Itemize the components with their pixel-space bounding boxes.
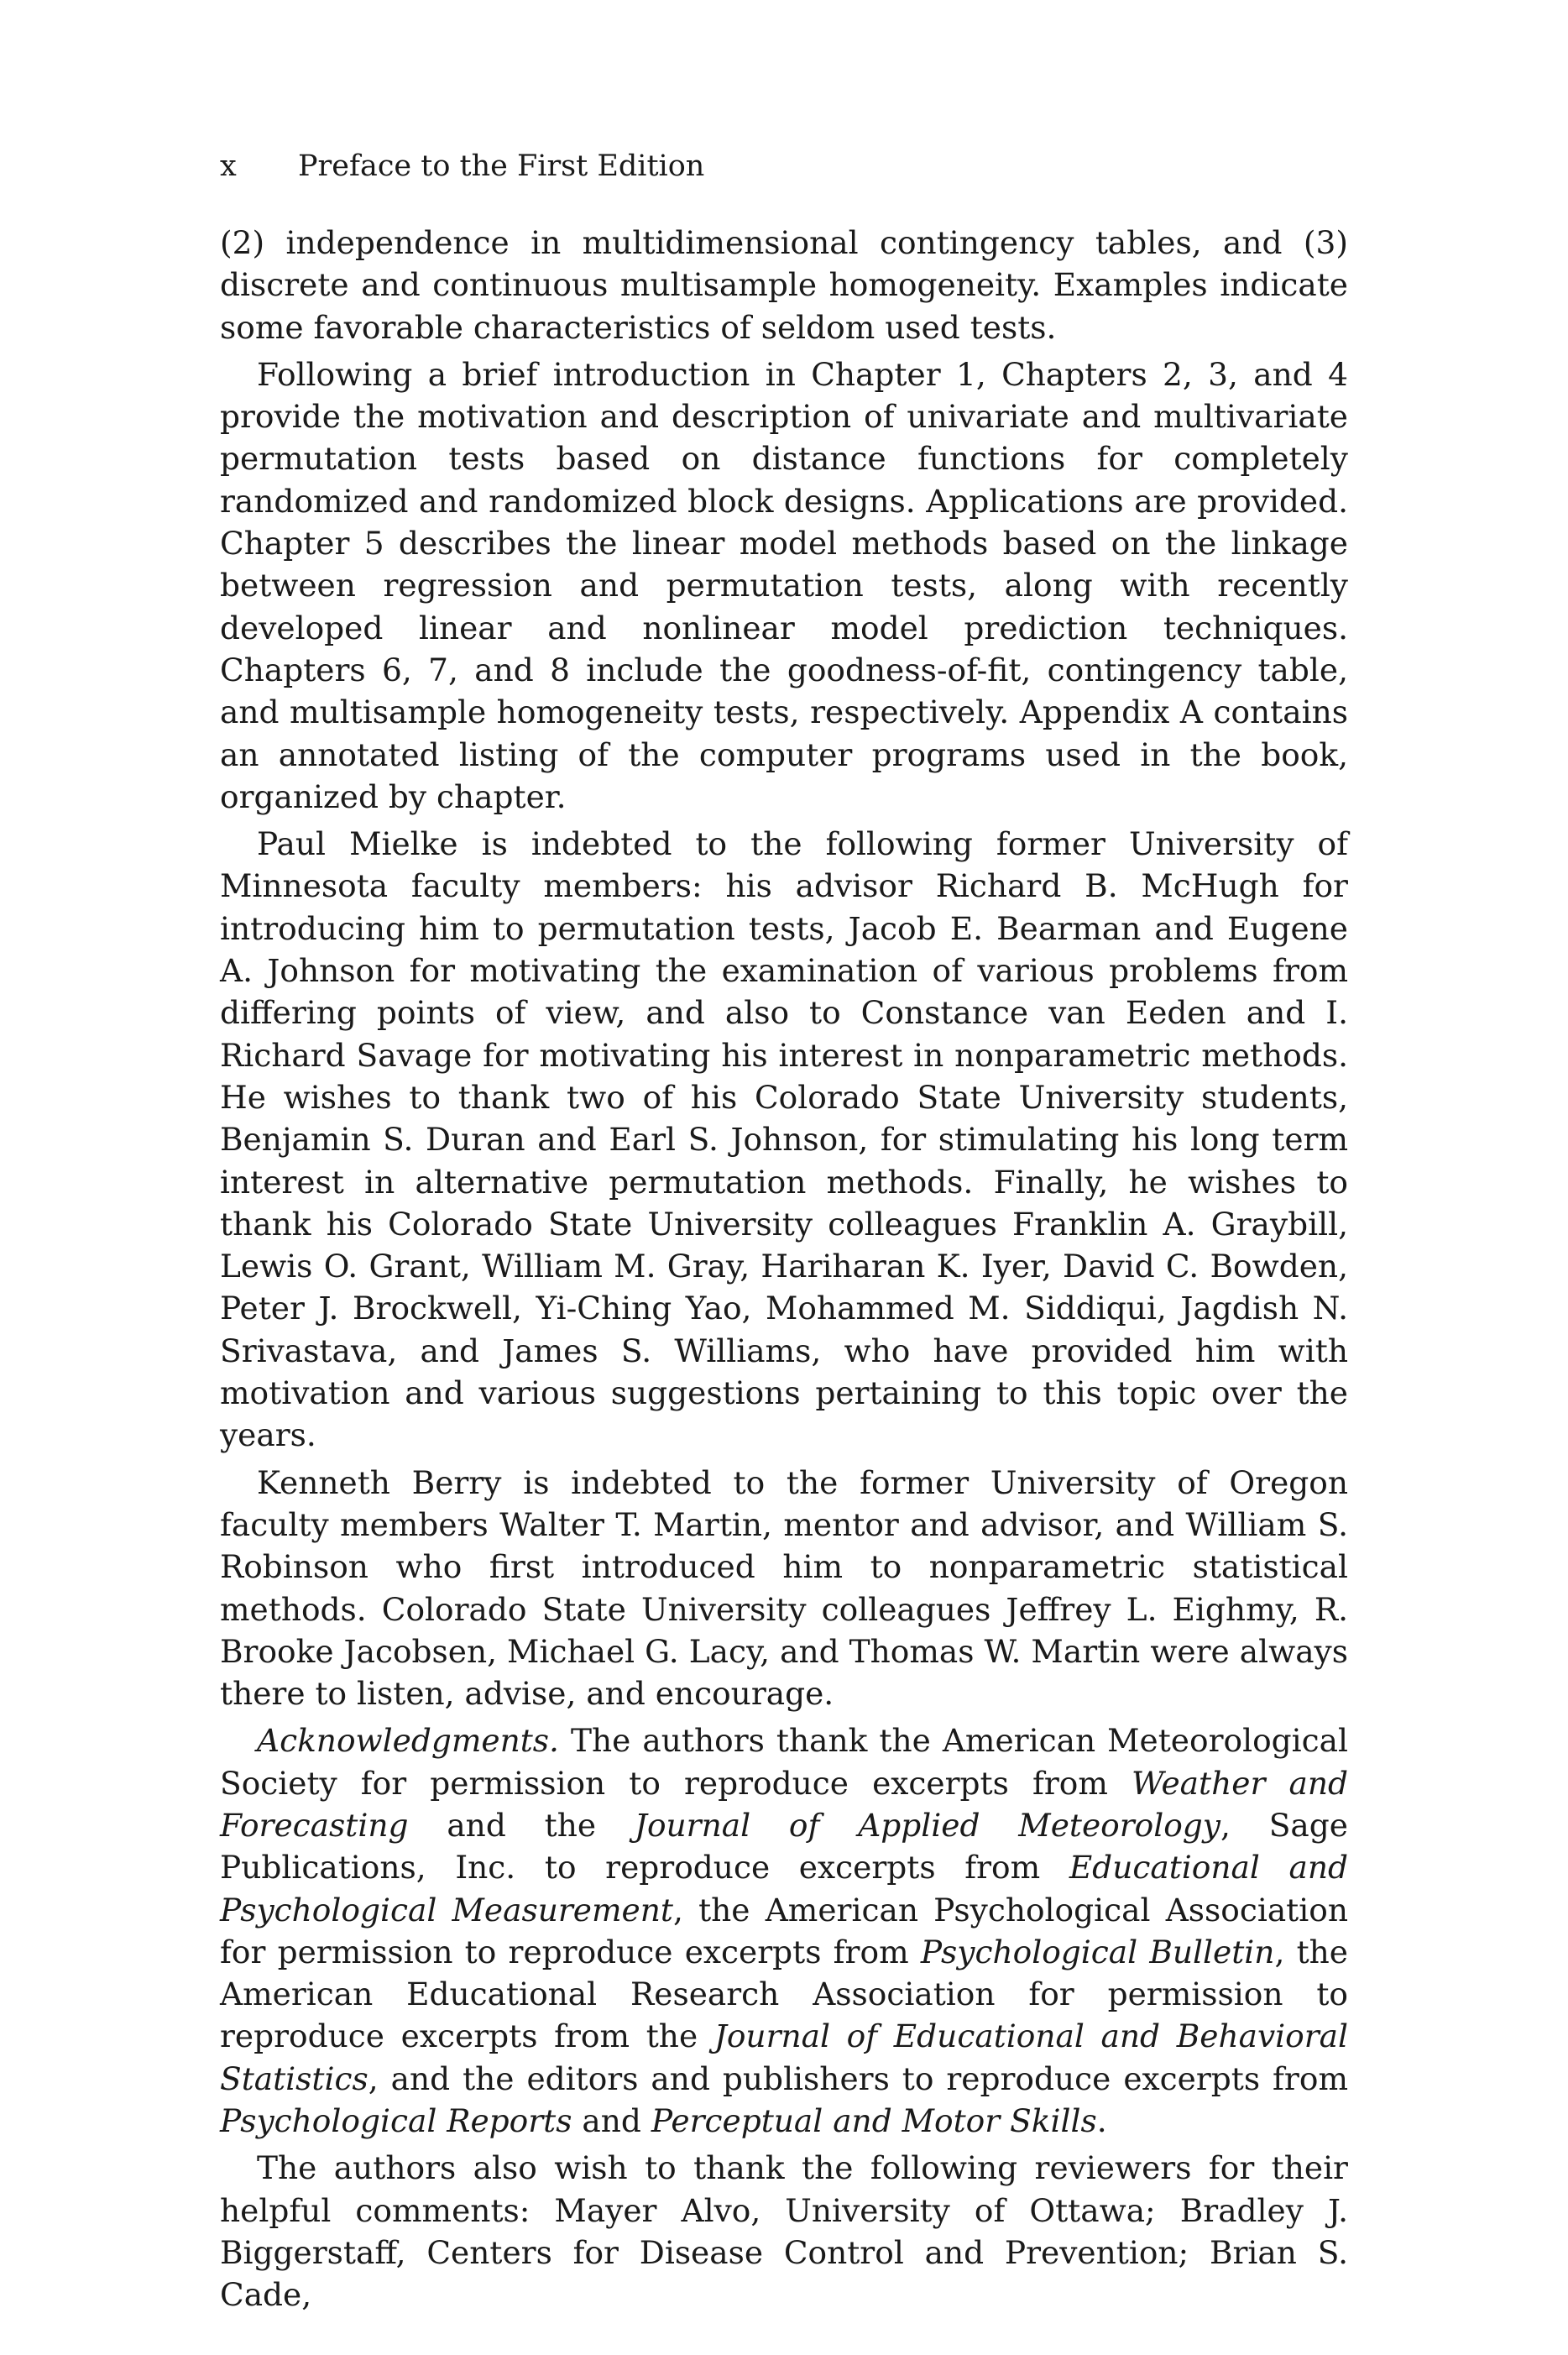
- journal-title: Psychological Bulletin: [920, 1933, 1275, 1970]
- paragraph-berry-thanks: Kenneth Berry is indebted to the former University of Oregon faculty members Walter T. Martin, mentor and advisor, and William S. Robinson who first introduced him to nonparametric statistical methods. Colorado State University colleagues Jeffrey L. Eighmy, R. Brooke Jacobsen, Michael G. Lacy, and Thomas W. Martin were always there to listen, advise, and encourage.: [220, 1463, 1348, 1713]
- paragraph-continuation: (2) independence in multidimensional contingency tables, and (3) discrete and continuous multisample homogeneity. Examples indicate some favorable characteristics of seldom used tests.: [220, 224, 1348, 346]
- acknowledgments-heading: Acknowledgments.: [257, 1722, 559, 1760]
- journal-title: Psychological Reports: [220, 2102, 572, 2140]
- journal-title: Journal of Applied Meteorology: [634, 1806, 1220, 1844]
- paragraph-acknowledgments: Acknowledgments. The authors thank the American Meteorological Society for permission to reproduce excerpts from Weather and Forecasting and the Journal of Applied Meteorology, Sage Publications, Inc. to reproduce excerpts from Educational and Psychological Measurement, the American Psychological Association for permission to reproduce excerpts from Psychological Bulletin, the American Educational Research Association for permission to reproduce excerpts from the Journal of Educational and Behavioral Statistics, and the editors and publishers to reproduce excerpts from Psychological Reports and Perceptual and Motor Skills.: [220, 1722, 1349, 2140]
- page-number: x: [220, 149, 237, 183]
- journal-title: Educational and Psychological Measurement: [220, 1849, 1349, 1928]
- journal-title: Perceptual and Motor Skills: [651, 2102, 1097, 2140]
- running-head: [220, 148, 704, 185]
- journal-title: Journal of Educational and Behavioral Statistics: [220, 2017, 1348, 2097]
- paragraph-chapter-overview: Following a brief introduction in Chapter 1, Chapters 2, 3, and 4 provide the motivation and description of univariate and multivariate permutation tests based on distance functions for completely randomized and randomized block designs. Applications are provided. Chapter 5 describes the linear model methods based on the linkage between regression and permutation tests, along with recently developed linear and nonlinear model prediction techniques. Chapters 6, 7, and 8 include the goodness-of-fit, contingency table, and multisample homogeneity tests, respectively. Appendix A contains an annotated listing of the computer programs used in the book, organized by chapter.: [220, 355, 1348, 815]
- running-head-title: Preface to the First Edition: [298, 149, 705, 183]
- paragraph-mielke-thanks: Paul Mielke is indebted to the following former University of Minnesota faculty members: his advisor Richard B. McHugh for introducing him to permutation tests, Jacob E. Bearman and Eugene A. Johnson for motivating the examination of various problems from differing points of view, and also to Constance van Eeden and I. Richard Savage for motivating his interest in nonparametric methods. He wishes to thank two of his Colorado State University students, Benjamin S. Duran and Earl S. Johnson, for stimulating his long term interest in alternative permutation methods. Finally, he wishes to thank his Colorado State University colleagues Franklin A. Graybill, Lewis O. Grant, William M. Gray, Hariharan K. Iyer, David C. Bowden, Peter J. Brockwell, Yi-Ching Yao, Mohammed M. Siddiqui, Jagdish N. Srivastava, and James S. Williams, who have provided him with motivation and various suggestions pertaining to this topic over the years.: [220, 825, 1348, 1454]
- journal-title: Weather and Forecasting: [220, 1764, 1348, 1844]
- paragraph-reviewers: The authors also wish to thank the following reviewers for their helpful comments: Mayer Alvo, University of Ottawa; Bradley J. Biggerstaff, Centers for Disease Control and Prevention; Brian S. Cade,: [220, 2149, 1348, 2314]
- body-text: [220, 222, 1348, 2316]
